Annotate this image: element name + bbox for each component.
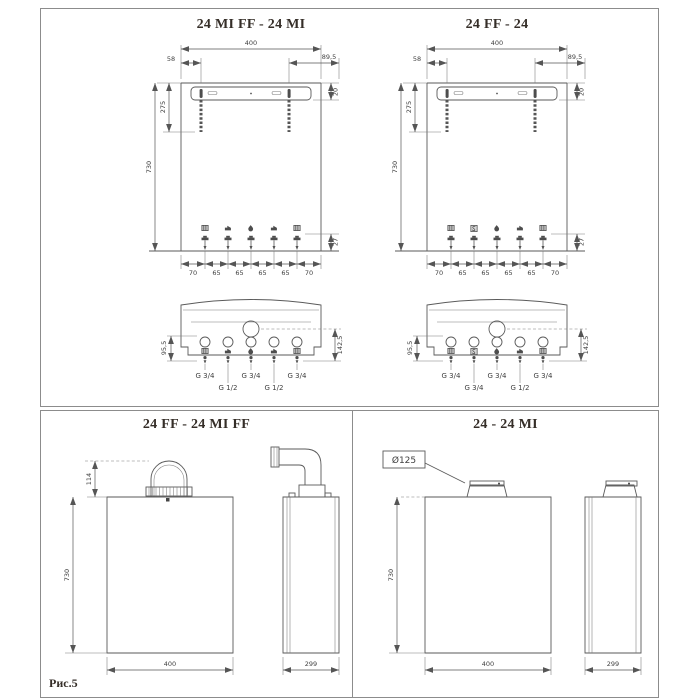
radiator-icon [448,348,454,353]
connection-point-icon [518,356,521,364]
gas-flame-icon [248,225,253,231]
flue-collar-icon [467,485,507,497]
dim-left-offset: 58 [412,55,422,63]
front-mounting-view [379,33,615,289]
dim-chain: 65 [235,269,244,277]
pipe-union-icon [517,236,524,250]
diagram-title: 24 MI FF - 24 MI [196,17,306,32]
conn-size-label: G 1/2 [510,384,530,392]
flue-collar-icon [603,485,637,497]
dim-height: 730 [145,160,153,174]
dim-width: 400 [163,660,177,668]
conn-size-label: G 3/4 [195,372,215,380]
flue-elbow-icon [279,449,321,485]
dim-width: 400 [481,660,495,668]
sanitary-symbol-icon [471,348,477,354]
dim-chain: 70 [550,269,560,277]
dim-chain: 65 [212,269,221,277]
pipe-union-icon [540,236,547,250]
pipe-union-icon [494,236,501,250]
connection-point-icon [295,356,298,364]
dim-chain: 65 [504,269,513,277]
radiator-icon [294,348,300,353]
casing-front-view [361,437,567,689]
dim-under-left: 95,5 [406,340,414,356]
dim-under-right: 142,5 [336,335,344,355]
hot-water-tap-icon [271,226,277,231]
gas-flame-icon [494,225,499,231]
casing-panel-ff [40,410,353,698]
connection-point-icon [472,356,475,364]
dim-chain: 70 [434,269,444,277]
dim-chain: 65 [481,269,490,277]
hot-water-tap-icon [271,349,277,354]
radiator-icon [540,225,546,230]
mounting-template-panel [40,8,659,407]
sanitary-symbol-icon [471,225,477,231]
dim-conn-drop: 27 [331,237,340,247]
gas-flame-icon [494,348,499,354]
dim-width: 400 [490,39,504,47]
dim-depth: 299 [304,660,318,668]
pipe-union-icon [225,236,232,250]
dim-height: 730 [63,568,71,582]
conn-size-label: G 3/4 [464,384,484,392]
hot-water-tap-icon [517,226,523,231]
connection-point-icon [449,356,452,364]
connection-point-icon [272,356,275,364]
radiator-icon [540,348,546,353]
conn-size-label: G 1/2 [264,384,284,392]
boiler-side-outline [585,497,641,653]
casing-side-view [559,437,657,689]
dim-under-right: 142,5 [582,335,590,355]
flue-opening [489,321,505,337]
front-mounting-view [133,33,369,289]
radiator-icon [448,225,454,230]
conn-size-label: G 3/4 [241,372,261,380]
flue-diameter-label: Ø125 [391,456,417,466]
flue-collar-icon [299,485,325,497]
boiler-casing-outline [107,497,233,653]
radiator-icon [294,225,300,230]
boiler-side-outline [283,497,339,653]
dim-left-offset: 58 [166,55,176,63]
hot-water-tap-icon [225,226,231,231]
pipe-union-icon [471,236,478,250]
dim-height: 730 [391,160,399,174]
diagram-title: 24 FF - 24 MI FF [142,417,251,432]
hot-water-tap-icon [517,349,523,354]
connection-point-icon [541,356,544,364]
dim-bracket-gap: 20 [331,87,340,97]
dim-right-offset: 89,5 [567,53,583,61]
conn-size-label: G 3/4 [287,372,307,380]
pipe-union-icon [202,236,209,250]
pipe-union-icon [248,236,255,250]
flue-opening [243,321,259,337]
diagram-24ff-24 [379,11,615,395]
connection-point-icon [226,356,229,364]
hot-water-tap-icon [225,349,231,354]
dim-bracket-drop: 275 [159,100,167,114]
dim-chain: 65 [527,269,536,277]
connection-point-icon [249,356,252,364]
pipe-union-icon [448,236,455,250]
boiler-casing-outline [425,497,551,653]
dim-conn-drop: 27 [577,237,586,247]
underside-connections-view [133,289,369,395]
flue-collar-icon [146,487,192,496]
gas-flame-icon [248,348,253,354]
callout-leader [425,463,465,483]
conn-size-label: G 3/4 [441,372,461,380]
radiator-icon [202,225,208,230]
dim-bracket-gap: 20 [577,87,586,97]
dim-under-left: 95,5 [160,340,168,356]
conn-size-label: G 1/2 [218,384,238,392]
dim-width: 400 [244,39,258,47]
figure-label: Рис.5 [49,676,78,690]
pipe-union-icon [294,236,301,250]
dim-chain: 70 [188,269,198,277]
connection-point-icon [495,356,498,364]
dim-flue-height: 114 [85,472,93,486]
underside-connections-view [379,289,615,395]
connection-point-icon [203,356,206,364]
diagram-title: 24 FF - 24 [465,17,529,32]
diagram-24miff-24mi [133,11,369,395]
dim-chain: 65 [458,269,467,277]
conn-size-label: G 3/4 [533,372,553,380]
casing-front-view [43,437,249,689]
dim-right-offset: 89,5 [321,53,337,61]
flue-bend-icon [151,461,187,497]
dim-chain: 65 [258,269,267,277]
dim-depth: 299 [606,660,620,668]
casing-panel-open [352,410,659,698]
dim-bracket-drop: 275 [405,100,413,114]
radiator-icon [202,348,208,353]
dim-chain: 65 [281,269,290,277]
diagram-title: 24 - 24 MI [473,417,538,432]
pipe-union-icon [271,236,278,250]
dim-height: 730 [387,568,395,582]
casing-side-view [253,437,351,689]
dim-chain: 70 [304,269,314,277]
conn-size-label: G 3/4 [487,372,507,380]
